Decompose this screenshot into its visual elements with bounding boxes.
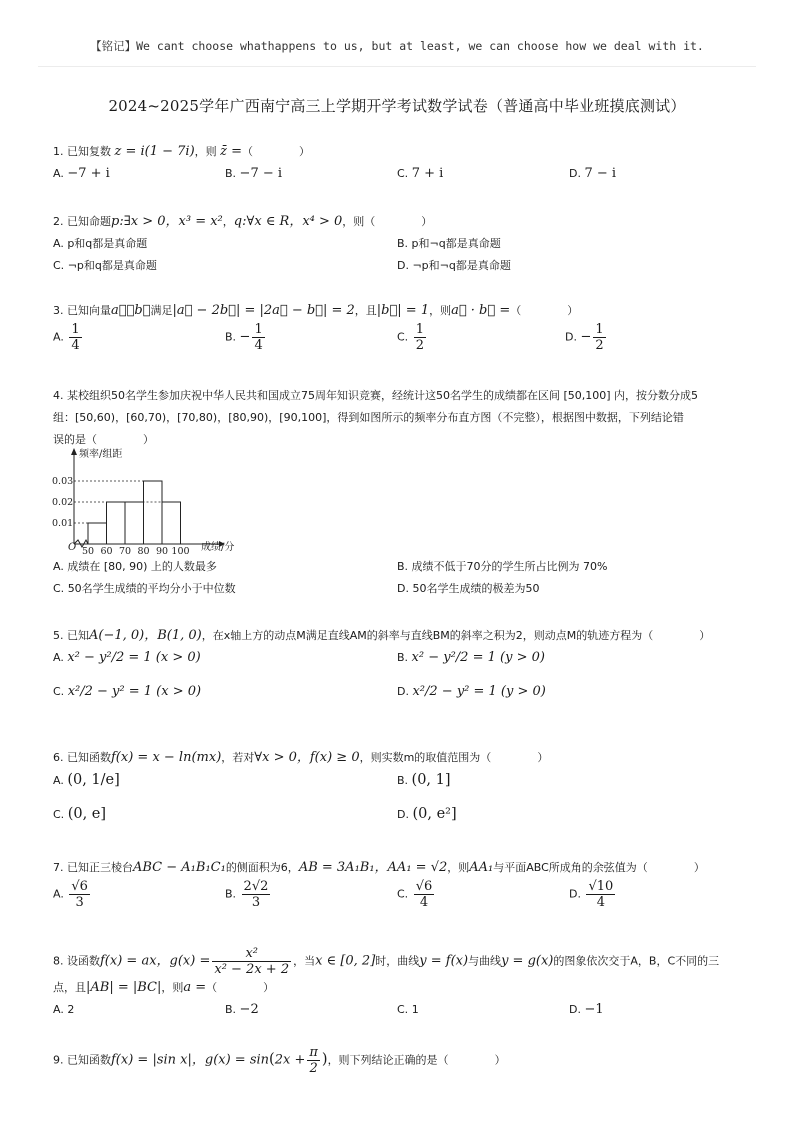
math-expression: q:∀x ∈ R，x⁴ > 0 — [233, 214, 343, 229]
question-4-stem-line3: 误的是（ ） — [53, 433, 154, 446]
question-4-stem-line2: 组：[50,60)，[60,70)，[70,80)，[80,90)，[90,100]，得到如图所示的频率分布直方图（不完整），根据图中数据，下列结论错 — [53, 411, 684, 424]
option-b[interactable]: B. p和¬q都是真命题 — [397, 237, 501, 250]
option-d[interactable]: D. x²/2 − y² = 1 (y > 0) — [397, 684, 546, 699]
stem-text: ） — [567, 304, 579, 317]
option-c[interactable]: C. 50名学生成绩的平均分小于中位数 — [53, 582, 236, 595]
option-c[interactable]: C. $\frac{√6}{4}$ — [397, 879, 433, 910]
question-number: 2. — [53, 215, 64, 228]
option-d[interactable]: D. 7 − i — [569, 166, 617, 181]
x-axis-label: 成绩/分 — [201, 542, 235, 553]
question-7-options — [53, 879, 743, 919]
option-c[interactable]: C. (0, e] — [53, 806, 107, 822]
option-a[interactable]: A. (0, 1/e] — [53, 772, 120, 788]
question-5-options-row1 — [53, 647, 743, 681]
question-number: 7. — [53, 861, 64, 874]
question-7 — [53, 857, 743, 919]
math-expression: ∀x > 0，f(x) ≥ 0 — [254, 750, 360, 765]
y-axis-arrow — [71, 448, 77, 455]
histogram-bar — [162, 502, 181, 544]
option-b[interactable]: B. x² − y²/2 = 1 (y > 0) — [397, 650, 545, 665]
question-3-stem — [53, 300, 743, 322]
x-tick-label: 70 — [118, 546, 132, 556]
question-number: 6. — [53, 751, 64, 764]
math-expression: f(x) = |sin x|，g(x) = sin — [111, 1052, 270, 1068]
option-c[interactable]: C. 1 — [397, 1003, 419, 1016]
option-b[interactable]: B. −2 — [225, 1002, 259, 1017]
histogram-bar — [88, 523, 107, 544]
math-expression: AB = 3A₁B₁，AA₁ = √2 — [298, 860, 448, 875]
question-2-options-row1 — [53, 233, 743, 255]
question-2-options-row2 — [53, 255, 743, 277]
question-3 — [53, 300, 743, 360]
question-number: 1. — [53, 145, 64, 158]
option-d[interactable]: D. ¬p和¬q都是真命题 — [397, 259, 511, 272]
x-tick-label: 100 — [171, 546, 190, 556]
option-a[interactable]: A. 2 — [53, 1003, 75, 1016]
option-a[interactable]: A. p和q都是真命题 — [53, 237, 148, 250]
question-1 — [53, 141, 743, 185]
question-1-options — [53, 163, 743, 185]
question-2 — [53, 211, 743, 277]
stem-text: ，则 — [429, 304, 452, 317]
option-c[interactable]: C. x²/2 − y² = 1 (x > 0) — [53, 684, 202, 699]
stem-text: ，且 — [354, 304, 377, 317]
question-8-options — [53, 999, 743, 1021]
question-4-options — [53, 556, 743, 600]
stem-text: （ — [510, 304, 522, 317]
math-expression: z̄ = — [220, 144, 243, 159]
math-expression: A(−1, 0)，B(1, 0) — [89, 628, 202, 643]
math-expression: y = f(x) — [419, 953, 469, 969]
option-a[interactable]: A. x² − y²/2 = 1 (x > 0) — [53, 650, 201, 665]
option-d[interactable]: D. − $\frac{1}{2}$ — [565, 322, 604, 353]
question-number: 3. — [53, 304, 64, 317]
math-expression: f(x) = x − ln(mx) — [111, 750, 222, 765]
question-6 — [53, 747, 743, 825]
question-5-stem: 5. 已知A(−1, 0)，B(1, 0)，在x轴上方的动点M满足直线AM的斜率与直线BM的斜率之积为2，则动点M的轨迹方程为（ ） — [53, 628, 711, 643]
question-8 — [53, 946, 743, 1021]
option-d[interactable]: D. −1 — [569, 1002, 604, 1017]
stem-text: ，则（ — [342, 215, 376, 228]
page-header-motto: 【铭记】We cant choose whathappens to us, but at least, we can choose how we deal with it. — [90, 39, 704, 53]
question-number: 9. — [53, 1053, 64, 1067]
option-a[interactable]: A. 成绩在 [80, 90) 上的人数最多 — [53, 560, 217, 573]
math-expression: |AB| = |BC| — [86, 980, 162, 995]
stem-text: 满足 — [150, 304, 173, 317]
option-c[interactable]: C. $\frac{1}{2}$ — [397, 322, 424, 353]
question-7-stem: 7. 已知正三棱台ABC − A₁B₁C₁的侧面积为6，AB = 3A₁B₁，AA₁ = √2，则AA₁与平面ABC所成角的余弦值为（ ） — [53, 860, 705, 875]
option-a[interactable]: A. −7 + i — [53, 166, 110, 181]
y-tick-label: 0.01 — [52, 518, 74, 529]
option-c[interactable]: C. ¬p和q都是真命题 — [53, 259, 157, 272]
question-number: 4. — [53, 389, 64, 402]
math-expression: x ∈ [0, 2] — [315, 953, 376, 969]
option-b[interactable]: B. $\frac{2√2}{3}$ — [225, 879, 269, 910]
exam-title: 2024~2025学年广西南宁高三上学期开学考试数学试卷（普通高中毕业班摸底测试） — [108, 97, 686, 115]
question-5 — [53, 625, 743, 715]
question-9-stem: 9. 已知函数f(x) = |sin x|，g(x) = sin(2x + $\frac{\pi}{2}$ )，则下列结论正确的是（ ） — [53, 1045, 506, 1076]
stem-text: 已知向量 — [67, 304, 111, 317]
question-6-options-row2 — [53, 803, 743, 825]
option-d[interactable]: D. $\frac{√10}{4}$ — [569, 879, 614, 910]
question-4-stem-line1 — [53, 385, 743, 407]
histogram-bar — [107, 502, 126, 544]
stem-text: 某校组织50名学生参加庆祝中华人民共和国成立75周年知识竞赛，经统计这50名学生的成绩都在区间 [50,100] 内，按分数分成5 — [67, 389, 699, 402]
option-b[interactable]: B. (0, 1] — [397, 772, 451, 788]
frequency-histogram — [52, 446, 242, 556]
question-2-stem: 2. 已知命题p:∃x > 0，x³ = x²，q:∀x ∈ R，x⁴ > 0，则（ ） — [53, 214, 433, 229]
stem-text: （ — [242, 145, 254, 158]
question-8-stem-line2: 点，且|AB| = |BC|，则a =（ ） — [53, 980, 275, 995]
option-d[interactable]: D. 50名学生成绩的极差为50 — [397, 582, 540, 595]
x-tick-label: 80 — [137, 546, 150, 556]
question-6-stem: 6. 已知函数f(x) = x − ln(mx)，若对∀x > 0，f(x) ≥ 0，则实数m的取值范围为（ ） — [53, 750, 549, 765]
math-expression: a⃗，b⃗ — [111, 303, 151, 318]
header-divider — [38, 66, 756, 67]
x-tick-label: 60 — [100, 546, 113, 556]
option-c[interactable]: C. 7 + i — [397, 166, 444, 181]
option-a[interactable]: A. $\frac{√6}{3}$ — [53, 879, 88, 910]
math-expression: p:∃x > 0，x³ = x² — [111, 214, 223, 229]
math-expression: AA₁ — [469, 860, 494, 875]
math-expression: a = — [183, 980, 207, 995]
question-5-options-row2 — [53, 681, 743, 715]
stem-text: 已知命题 — [67, 215, 111, 228]
option-b[interactable]: B. 成绩不低于70分的学生所占比例为 70% — [397, 560, 608, 573]
option-b[interactable]: B. −7 − i — [225, 166, 283, 181]
option-d[interactable]: D. (0, e²] — [397, 806, 457, 822]
question-1-stem — [53, 141, 743, 163]
math-expression: y = g(x) — [501, 953, 554, 969]
origin-label: O — [68, 542, 77, 553]
question-4 — [53, 385, 743, 451]
y-tick-label: 0.02 — [52, 497, 74, 508]
question-8-stem-line1: 8. 设函数f(x) = ax，g(x) = $\frac{\text{x²}}{\text{x² − 2x + 2}}$ ，当x ∈ [0, 2]时，曲线y = f(x)与曲线y = g(x)的图象依次交于A，B，C不同的三 — [53, 946, 720, 977]
option-b[interactable]: B. − $\frac{1}{4}$ — [225, 322, 263, 353]
histogram-bar — [125, 502, 144, 544]
stem-text: ，则 — [194, 145, 217, 158]
question-6-options-row1 — [53, 769, 743, 803]
stem-text: ） — [421, 215, 433, 228]
y-axis-label: 频率/组距 — [79, 449, 123, 460]
x-tick-label: 50 — [81, 546, 95, 556]
option-a[interactable]: A. $\frac{1}{4}$ — [53, 322, 80, 353]
stem-text: 已知复数 — [67, 145, 111, 158]
question-9 — [53, 1045, 743, 1076]
histogram-bar — [144, 481, 163, 544]
x-tick-label: 90 — [155, 546, 169, 556]
math-expression: |b⃗| = 1 — [376, 303, 430, 318]
stem-text: ） — [299, 145, 311, 158]
y-tick-label: 0.03 — [52, 476, 74, 487]
math-expression: ABC − A₁B₁C₁ — [133, 860, 226, 875]
math-expression: |a⃗ − 2b⃗| = |2a⃗ − b⃗| = 2 — [172, 303, 355, 318]
math-expression: z = i(1 − 7i) — [114, 144, 195, 159]
math-expression: a⃗ · b⃗ = — [451, 303, 511, 318]
math-expression: f(x) = ax，g(x) = — [100, 953, 211, 969]
question-3-options — [53, 322, 743, 360]
question-number: 5. — [53, 629, 64, 642]
question-number: 8. — [53, 954, 64, 968]
